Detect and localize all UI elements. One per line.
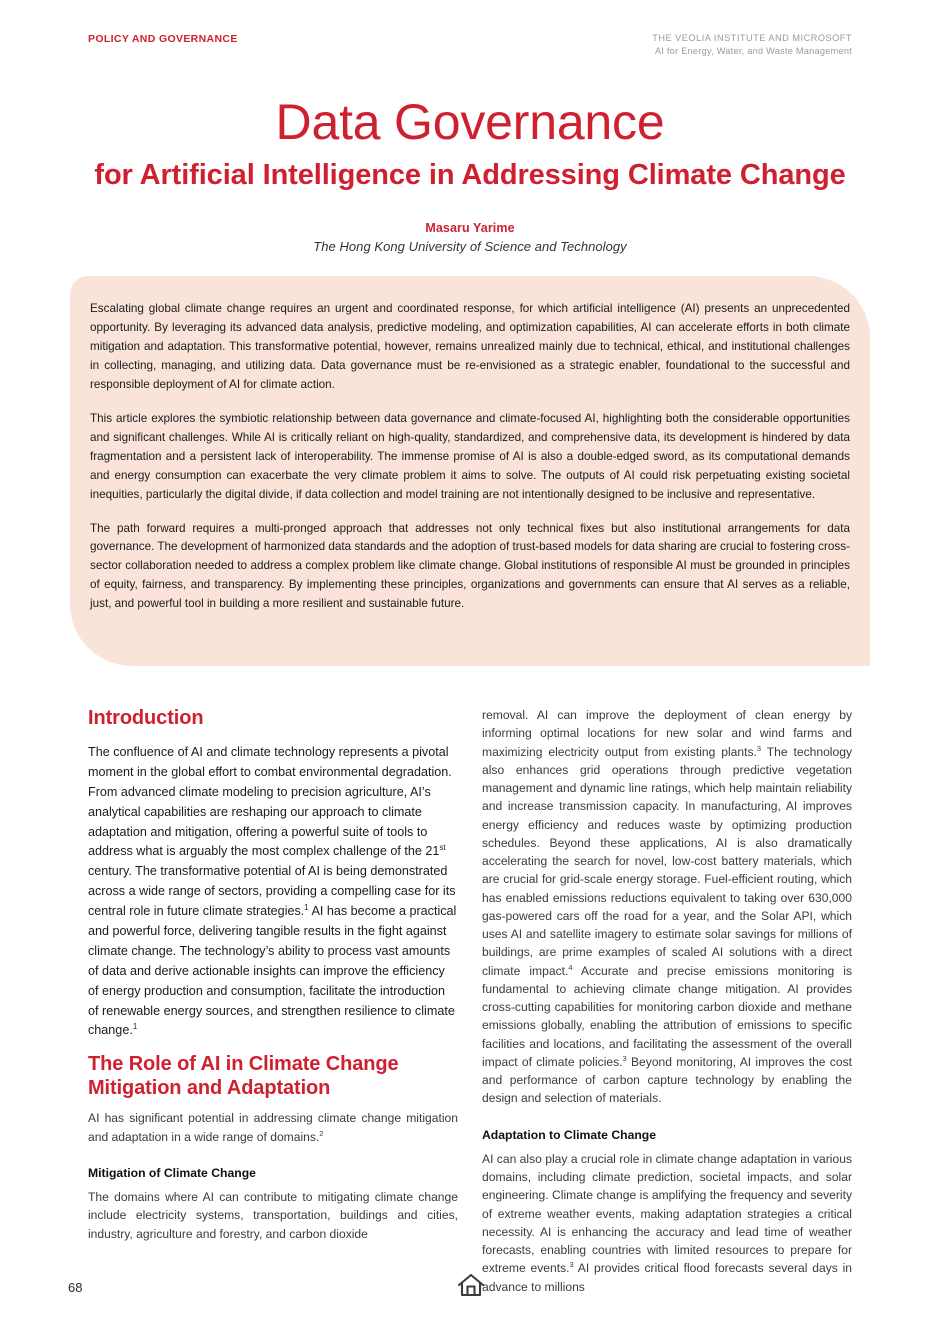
heading-role-of-ai [88,1052,458,1100]
continuation-text-part-1: removal. AI can improve the deployment of clean energy by informing optimal locations for new solar and wind farms and maximizing electricity output from existing plants. [482,708,852,759]
introduction-paragraph [88,743,458,1041]
author-affiliation: The Hong Kong University of Science and Technology [313,239,627,255]
continuation-text-part-3: Accurate and precise emissions monitoring is fundamental to achieving climate change mitigation. AI provides cross-cutting capabilities for monitoring carbon dioxide and methane emissions globally, enabling the attribution of emissions to specific facilities and locations, and facilitating the assessment of the overall impact of climate policies. [482,963,852,1069]
adaptation-paragraph [482,1150,852,1296]
footnote-marker-1a: 1 [304,902,309,912]
footnote-marker-3c: 3 [569,1260,574,1270]
footnote-marker-1b: 1 [132,1022,138,1032]
footnote-marker-4: 4 [568,962,573,972]
author-name: Masaru Yarime [425,221,515,236]
running-head [0,33,940,63]
abstract-box [70,276,870,666]
heading-mitigation: Mitigation of Climate Change [88,1165,256,1180]
abstract-paragraph-1: Escalating global climate change requires an urgent and coordinated response, for which artificial intelligence (AI) presents an unprecedented opportunity. By leveraging its advanced data analysis, predictive modeling, and optimization capabilities, AI can accelerate efforts in both climate mitigation and adaptation. This transformative potential, however, remains unrealized mainly due to technical, ethical, and institutional challenges in collecting, managing, and utilizing data. Data governance must be re-envisioned as a strategic enabler, foundational to the successful and responsible deployment of AI for climate action. [90,302,850,391]
heading-introduction: Introduction [88,707,204,729]
body-column-right [482,706,852,1296]
role-text: AI has significant potential in addressing climate change mitigation and adaptation in a wide range of domains. [88,1111,458,1144]
adaptation-text-part-2: AI provides critical flood forecasts several days in advance to millions [482,1261,852,1294]
heading-adaptation: Adaptation to Climate Change [482,1127,657,1142]
adaptation-text-part-1: AI can also play a crucial role in climate change adaptation in various domains, including climate prediction, societal impacts, and solar engineering. Climate change is amplifying the frequency and severity of extreme weather events, making adaptation strategies a critical necessity. AI is enhancing the accuracy and lead time of weather forecasts, enabling countries with limited resources to prepare for extreme events. [482,1151,852,1276]
role-heading-line-1: The Role of AI in Climate Change [88,1053,399,1076]
running-head-publication [652,32,852,59]
mitigation-paragraph: The domains where AI can contribute to mitigating climate change include electricity systems, transportation, buildings and cities, industry, agriculture and forestry, and carbon dioxide [88,1190,458,1241]
intro-text-part-2: century. The transformative potential of AI is being demonstrated across a wide range of sectors, providing a compelling case for its central role in future climate strategies. [88,864,456,919]
publication-subtitle: AI for Energy, Water, and Waste Management [654,46,852,57]
role-heading-line-2: Mitigation and Adaptation [88,1077,331,1100]
publication-name: THE VEOLIA INSTITUTE AND MICROSOFT [652,33,852,43]
footnote-marker-3b: 3 [622,1053,627,1063]
home-icon[interactable] [455,1270,487,1300]
page-subtitle: for Artificial Intelligence in Addressing Climate Change [94,159,846,191]
mitigation-continuation-paragraph [482,706,852,1108]
abstract-paragraph-2: This article explores the symbiotic relationship between data governance and climate-focused AI, highlighting both the considerable opportunities and significant challenges. While AI is critically reliant on high-quality, standardized, and comprehensive data, its development is hindered by data fragmentation and a persistent lack of interoperability. The immense promise of AI is also a double-edged sword, as its computational demands and energy consumption can exacerbate the very climate problem it aims to solve. The outputs of AI could risk perpetuating existing societal inequities, particularly the digital divide, if data collection and model training are not intentionally designed to be inclusive and representative. [90,411,850,501]
page-title: Data Governance [275,94,665,150]
intro-text-part-1: The confluence of AI and climate technology represents a pivotal moment in the global effort to combat environmental degradation. From advanced climate modeling to precision agriculture, AI’s analytical capabilities are reshaping our approach to climate adaptation and mitigation, offering a powerful suite of tools to address what is arguably the most complex challenge of the 21 [88,745,452,859]
title-block [70,96,870,254]
footnote-marker-3a: 3 [756,743,762,753]
footnote-marker-2: 2 [319,1128,324,1138]
role-of-ai-paragraph [88,1109,458,1146]
abstract-paragraph-3: The path forward requires a multi-pronged approach that addresses not only technical fixes but also institutional arrangements for data governance. The development of harmonized data standards and the adoption of trust-based models for data sharing are crucial to fostering cross-sector collaboration needed to address a complex problem like climate change. Global institutions of responsible AI must be grounded in principles of equity, fairness, and transparency. By implementing these principles, organizations and governments can ensure that AI serves as a reliable, just, and powerful tool in building a more resilient and sustainable future. [90,521,850,611]
continuation-text-part-4: Beyond monitoring, AI improves the cost and performance of carbon capture technology by enabling the design and selection of materials. [482,1054,852,1106]
continuation-text-part-2: The technology also enhances grid operations through predictive vegetation management and dynamic line ratings, which help maintain reliability and increase transmission capacity. In manufacturing, AI improves energy efficiency and reduces waste by optimizing production schedules. Beyond these applications, AI is also dramatically accelerating the search for novel, low-cost battery materials, which are crucial for grid-scale energy storage. Fuel-efficient routing, which has enabled emissions reductions equivalent to taking over 630,000 gas-powered cars off the road for a year, and the Solar API, which uses AI and satellite imagery to estimate solar savings for millions of buildings, are prime examples of scaled AI solutions with a direct climate impact. [482,744,852,978]
running-head-section-label: POLICY AND GOVERNANCE [88,33,238,45]
page-number: 68 [68,1280,83,1295]
ordinal-superscript-st: st [439,843,446,853]
body-column-left [88,706,458,1243]
intro-text-part-3: AI has become a practical and powerful force, delivering tangible results in the fight against climate change. The technology’s ability to process vast amounts of data and derive actionable insights can improve the efficiency of energy production and consumption, facilitate the introduction of renewable energy sources, and strengthen resilience to climate change. [88,904,457,1038]
